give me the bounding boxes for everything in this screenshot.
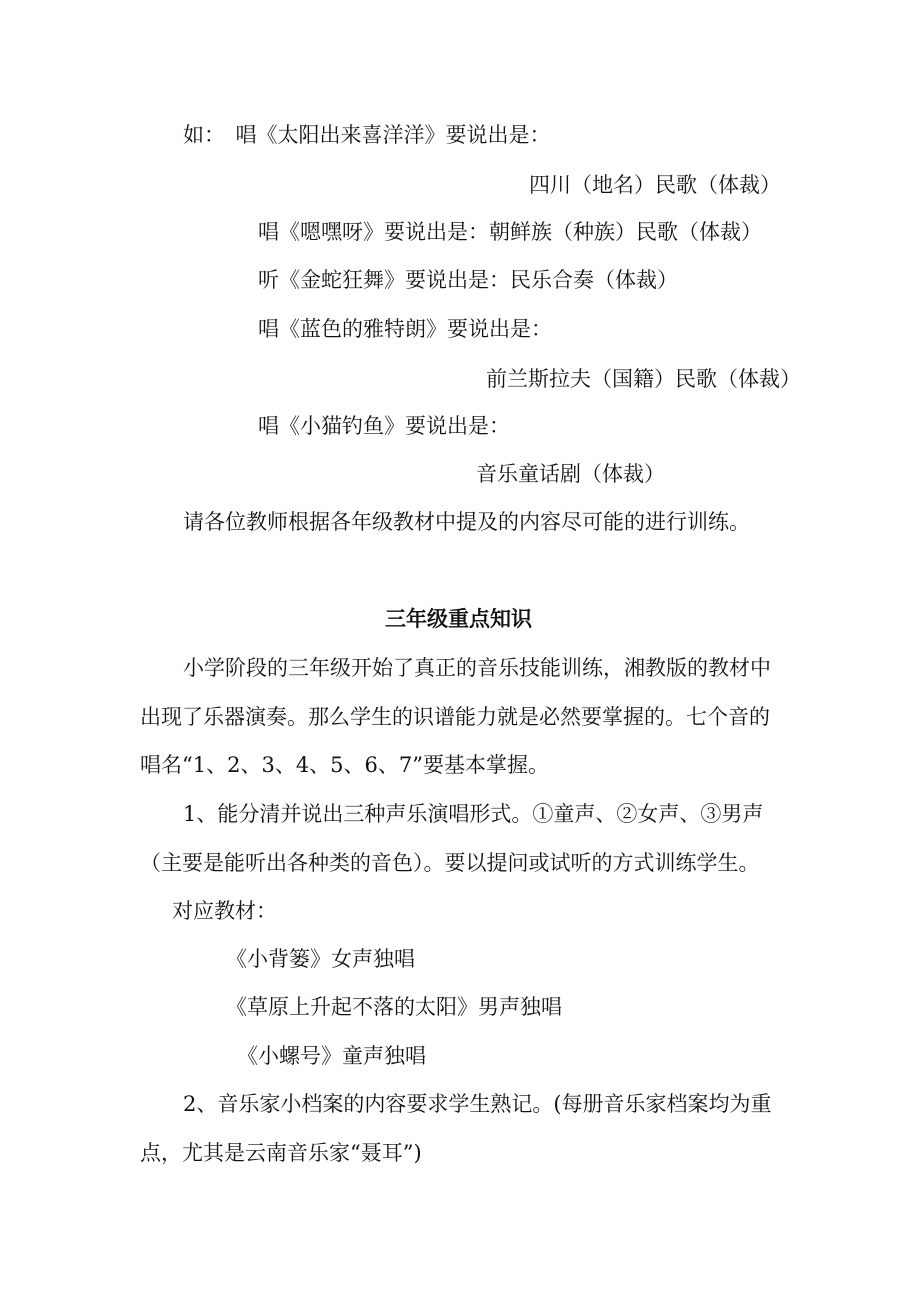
- point-1-line-2: （主要是能听出各种类的音色）。要以提问或试听的方式训练学生。: [140, 851, 760, 875]
- point-2-line-1: 2、音乐家小档案的内容要求学生熟记。(每册音乐家档案均为重: [183, 1092, 772, 1116]
- example-1-answer: 四川（地名）民歌（体裁）: [529, 173, 781, 197]
- material-item: 《小背篓》女声独唱: [226, 947, 415, 971]
- material-item: 《草原上升起不落的太阳》男声独唱: [226, 995, 562, 1019]
- section-title: 三年级重点知识: [385, 606, 532, 631]
- section-intro-line-2: 出现了乐器演奏。那么学生的识谱能力就是必然要掌握的。七个音的: [140, 705, 770, 729]
- example-3: 听《金蛇狂舞》要说出是：民乐合奏（体裁）: [258, 268, 678, 292]
- example-4-answer: 前兰斯拉夫（国籍）民歌（体裁）: [486, 367, 801, 391]
- section-intro-line-1: 小学阶段的三年级开始了真正的音乐技能训练，湘教版的教材中: [183, 656, 771, 680]
- point-1-line-1: 1、能分清并说出三种声乐演唱形式。①童声、②女声、③男声: [183, 802, 764, 826]
- example-2: 唱《嗯嘿呀》要说出是：朝鲜族（种族）民歌（体裁）: [258, 220, 762, 244]
- example-5-answer: 音乐童话剧（体裁）: [476, 462, 665, 486]
- point-2-line-2: 点，尤其是云南音乐家“聂耳”): [140, 1141, 422, 1165]
- closing-note: 请各位教师根据各年级教材中提及的内容尽可能的进行训练。: [183, 510, 750, 534]
- example-5: 唱《小猫钓鱼》要说出是：: [258, 414, 510, 438]
- section-intro-line-3: 唱名“1、2、3、4、5、6、7”要基本掌握。: [140, 753, 549, 777]
- material-item: 《小螺号》童声独唱: [237, 1044, 426, 1068]
- materials-label: 对应教材：: [172, 899, 277, 923]
- example-intro: 如： 唱《太阳出来喜洋洋》要说出是：: [183, 123, 551, 147]
- example-4: 唱《蓝色的雅特朗》要说出是：: [258, 317, 552, 341]
